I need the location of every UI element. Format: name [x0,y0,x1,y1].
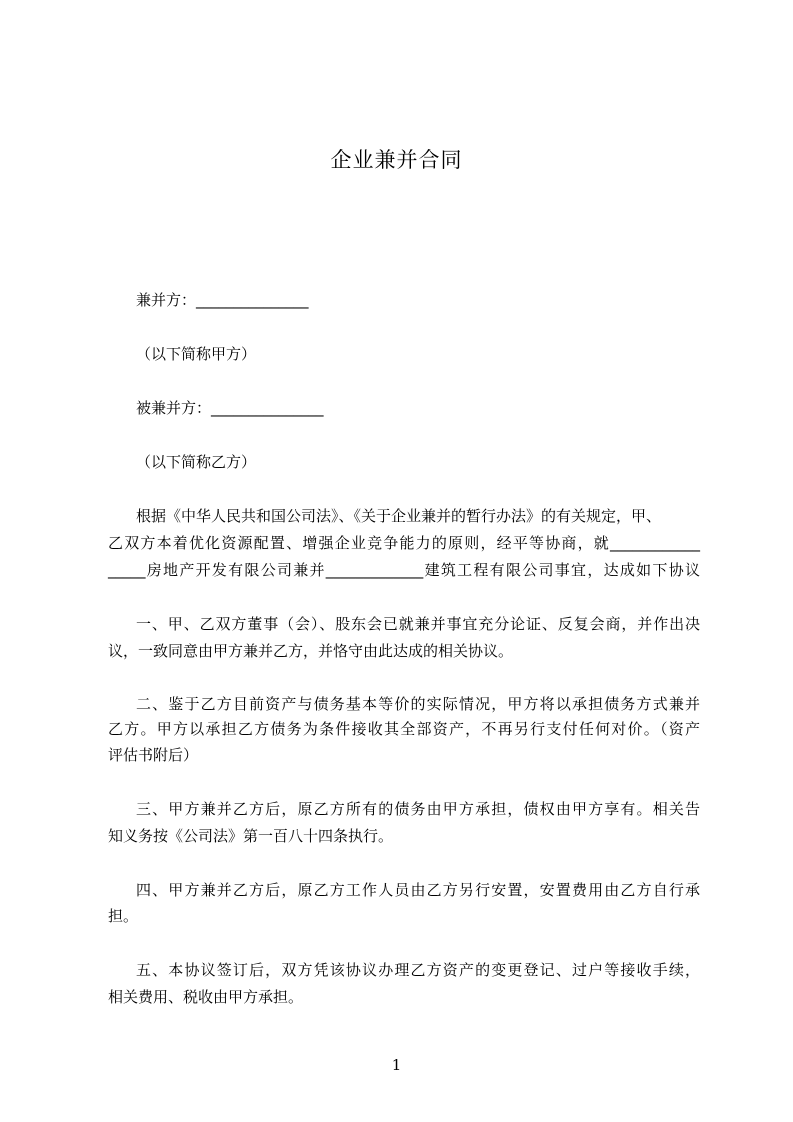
party-b-line: 被兼并方：_______________ [136,399,324,417]
clause-line: 评估书附后） [108,746,199,764]
clause-line: 五、本协议签订后，双方凭该协议办理乙方资产的变更登记、过户等接收手续， [136,961,700,979]
paragraph-line: 乙双方本着优化资源配置、增强企业竞争能力的原则，经平等协商，就____________ [108,534,700,552]
page-number: 1 [391,1056,402,1074]
clause-line: 议，一致同意由甲方兼并乙方，并恪守由此达成的相关协议。 [108,642,514,660]
clause-line: 二、鉴于乙方目前资产与债务基本等价的实际情况，甲方将以承担债务方式兼并 [136,695,700,713]
party-b-note: （以下简称乙方） [136,453,257,471]
paragraph-line: _____房地产开发有限公司兼并_____________建筑工程有限公司事宜，达成如下协议 [108,561,700,579]
clause-line: 一、甲、乙双方董事（会）、股东会已就兼并事宜充分论证、反复会商，并作出决 [136,615,700,633]
clause-line: 担。 [108,907,139,925]
clause-line: 相关费用、税收由甲方承担。 [108,988,304,1006]
party-a-line: 兼并方：_______________ [136,291,309,309]
document-title: 企业兼并合同 [330,148,463,172]
paragraph-line: 根据《中华人民共和国公司法》、《关于企业兼并的暂行办法》的有关规定，甲、 [136,507,662,525]
party-a-note: （以下简称甲方） [136,345,257,363]
clause-line: 四、甲方兼并乙方后，原乙方工作人员由乙方另行安置，安置费用由乙方自行承 [136,881,700,899]
clause-line: 三、甲方兼并乙方后，原乙方所有的债务由甲方承担，债权由甲方享有。相关告 [136,800,700,818]
clause-line: 知义务按《公司法》第一百八十四条执行。 [108,827,394,845]
clause-line: 乙方。甲方以承担乙方债务为条件接收其全部资产，不再另行支付任何对价。（资产 [108,720,700,738]
